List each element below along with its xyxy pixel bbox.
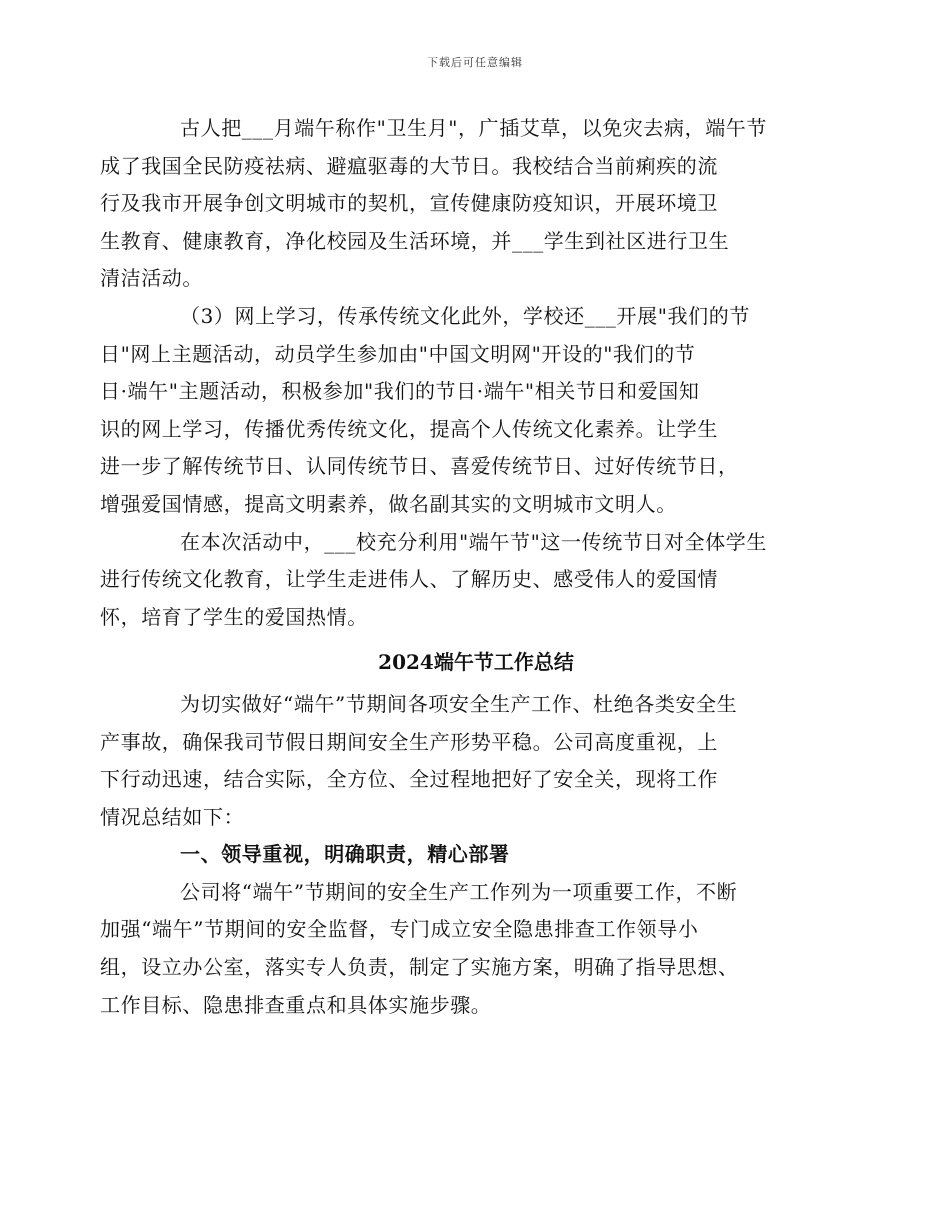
paragraph-online-learning: [100, 298, 812, 524]
text-line: 进行传统文化教育，让学生走进伟人、了解历史、感受伟人的爱国情: [100, 567, 718, 592]
text-line: 增强爱国情感，提高文明素养，做名副其实的文明城市文明人。: [100, 491, 677, 516]
text-line: 为切实做好“端午”节期间各项安全生产工作、杜绝各类安全生: [180, 691, 738, 716]
text-line: 清洁活动。: [100, 266, 203, 291]
text-line: 加强“端午”节期间的安全监督，专门成立安全隐患排查工作领导小: [100, 917, 699, 942]
text-line: 日"网上主题活动，动员学生参加由"中国文明网"开设的"我们的节: [100, 341, 696, 366]
document-body: [100, 110, 812, 1024]
document-title: 2024端午节工作总结: [378, 650, 574, 675]
text-line: 生教育、健康教育，净化校园及生活环境，并___学生到社区进行卫生: [100, 228, 730, 253]
text-line: 行及我市开展争创文明城市的契机，宣传健康防疫知识，开展环境卫: [100, 191, 718, 216]
text-line: 公司将“端午”节期间的安全生产工作列为一项重要工作，不断: [180, 879, 738, 904]
paragraph-intro: [100, 686, 812, 836]
text-line: 情况总结如下：: [100, 804, 245, 829]
text-line: 怀，培育了学生的爱国热情。: [100, 604, 368, 629]
text-line: 识的网上学习，传播优秀传统文化，提高个人传统文化素养。让学生: [100, 416, 718, 441]
text-line: 下行动迅速，结合实际，全方位、全过程地把好了安全关，现将工作: [100, 767, 718, 792]
text-line: 产事故，确保我司节假日期间安全生产形势平稳。公司高度重视，上: [100, 729, 718, 754]
text-line: 在本次活动中，___校充分利用"端午节"这一传统节日对全体学生: [180, 529, 767, 554]
text-line: 古人把___月端午称作"卫生月"，广插艾草，以免灾去病，端午节: [180, 116, 767, 140]
paragraph-activity-summary: [100, 524, 812, 637]
paragraph-leadership: [100, 874, 812, 1024]
page-header-note: 下载后可任意编辑: [427, 56, 523, 69]
paragraph-health-month: [100, 110, 812, 298]
text-line: 组，设立办公室，落实专人负责，制定了实施方案，明确了指导思想、: [100, 955, 739, 980]
text-line: 工作目标、隐患排查重点和具体实施步骤。: [100, 992, 492, 1017]
text-line: 成了我国全民防疫祛病、避瘟驱毒的大节日。我校结合当前痢疾的流: [100, 153, 718, 178]
text-line: 日·端午"主题活动，积极参加"我们的节日·端午"相关节日和爱国知: [100, 379, 700, 404]
text-line: 进一步了解传统节日、认同传统节日、喜爱传统节日、过好传统节日，: [100, 454, 739, 479]
text-line: （3）网上学习，传承传统文化此外，学校还___开展"我们的节: [180, 303, 750, 328]
section-heading: 一、领导重视，明确职责，精心部署: [180, 842, 510, 867]
